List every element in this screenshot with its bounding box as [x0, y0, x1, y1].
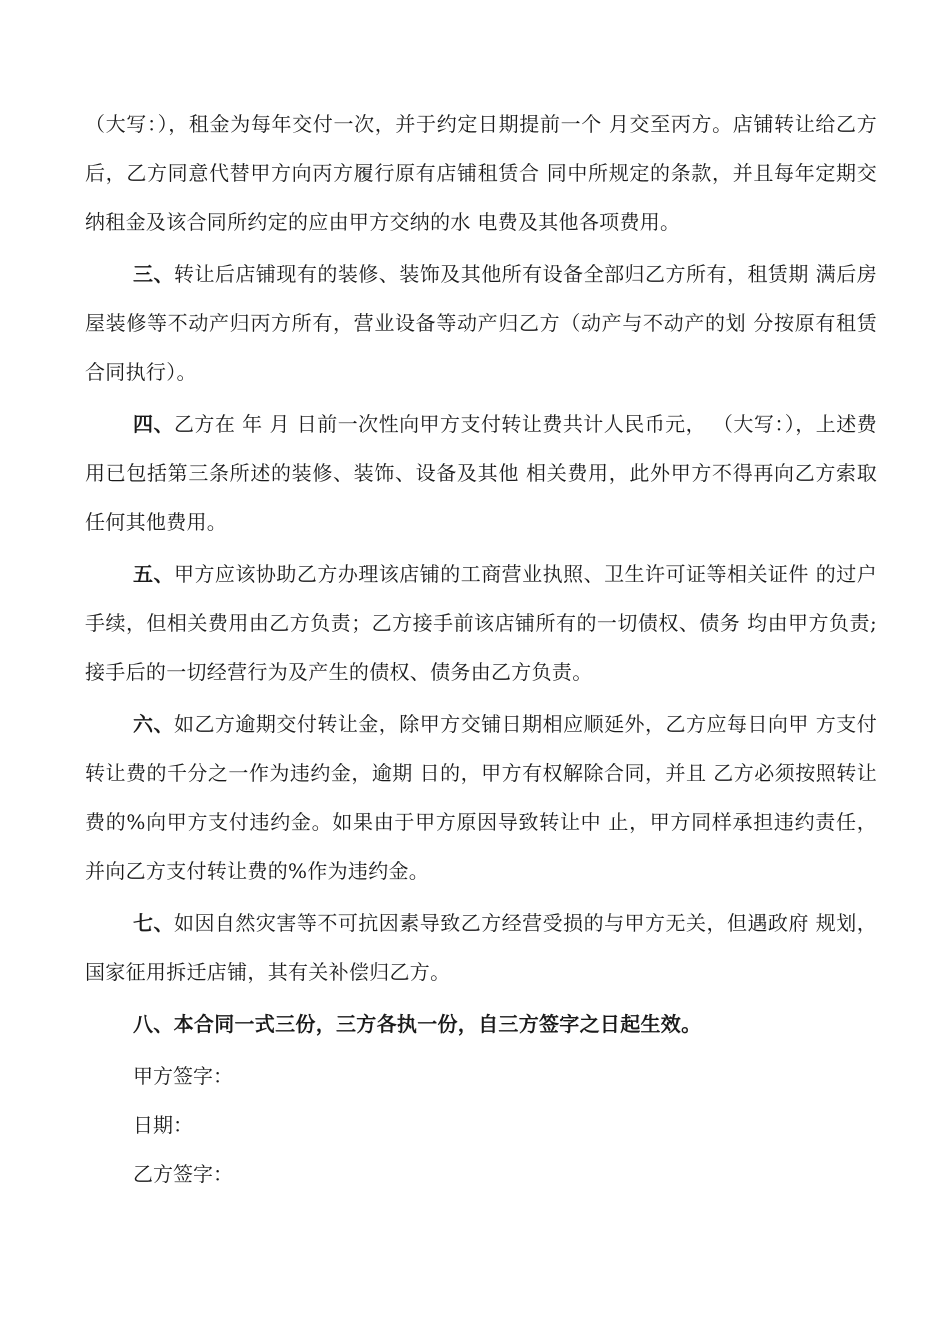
clause-seven	[85, 899, 877, 997]
clause-text: 乙方在 年 月 日前一次性向甲方支付转让费共计人民币元， （大写：），上述费用已包括第三条所述的装修、装饰、设备及其他 相关费用，此外甲方不得再向乙方索取任何其他费用。	[85, 412, 877, 534]
party-a-signature-label: 甲方签字：	[133, 1064, 233, 1088]
clause-five	[85, 550, 877, 697]
clause-text: 甲方应该协助乙方办理该店铺的工商营业执照、卫生许可证等相关证件 的过户手续，但相关费用由乙方负责；乙方接手前该店铺所有的一切债权、债务 均由甲方负责;接手后的一切经营行为及产生的债权、债务由乙方负责。	[85, 562, 877, 684]
clause-heading: 四、	[133, 412, 174, 436]
clause-heading: 七、	[133, 911, 174, 935]
signature-block	[85, 1052, 877, 1199]
party-b-signature-label: 乙方签字：	[133, 1162, 233, 1186]
clause-text: 如因自然灾害等不可抗因素导致乙方经营受损的与甲方无关，但遇政府 规划，国家征用拆迁店铺，其有关补偿归乙方。	[85, 911, 877, 984]
clause-six	[85, 700, 877, 896]
clause-heading: 三、	[133, 262, 174, 286]
clause-text: 如乙方逾期交付转让金，除甲方交铺日期相应顺延外，乙方应每日向甲 方支付转让费的千分之一作为违约金，逾期 日的，甲方有权解除合同，并且 乙方必须按照转让费的%向甲方支付违约金。如果由于甲方原因导致转让中 止，甲方同样承担违约责任，并向乙方支付转让费的%作为违约金。	[85, 712, 877, 883]
clause-three	[85, 250, 877, 397]
clause-heading: 六、	[133, 712, 174, 736]
contract-page	[85, 100, 877, 1199]
clause-four	[85, 400, 877, 547]
clause-text: 转让后店铺现有的装修、装饰及其他所有设备全部归乙方所有，租赁期 满后房屋装修等不动产归丙方所有，营业设备等动产归乙方（动产与不动产的划 分按原有租赁合同执行）。	[85, 262, 877, 384]
date-label: 日期：	[133, 1113, 193, 1137]
clause-heading: 五、	[133, 562, 174, 586]
paragraph-text: （大写：），租金为每年交付一次，并于约定日期提前一个 月交至丙方。店铺转让给乙方后，乙方同意代替甲方向丙方履行原有店铺租赁合 同中所规定的条款，并且每年定期交纳租金及该合同所约定的应由甲方交纳的水 电费及其他各项费用。	[85, 112, 877, 234]
clause-eight: 八、本合同一式三份，三方各执一份，自三方签字之日起生效。	[133, 1012, 702, 1036]
paragraph-rent-terms	[85, 100, 877, 247]
